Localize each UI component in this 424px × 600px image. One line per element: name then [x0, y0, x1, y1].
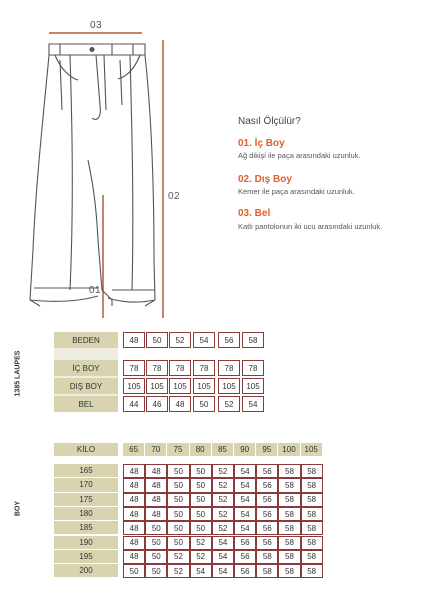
weight-cell: 50: [167, 493, 189, 507]
step-3-title: 03. Bel: [238, 208, 271, 219]
weight-header-cell: 105: [301, 443, 322, 456]
size-table-side-label: 1385 LAUPES: [14, 350, 22, 397]
size-cell: 78: [169, 360, 191, 376]
step-1-title: 01. İç Boy: [238, 138, 285, 149]
step-3-desc: Katlı pantolonun iki ucu arasındaki uzunluk.: [238, 222, 383, 231]
weight-header-label: KİLO: [54, 443, 118, 456]
height-label: 180: [54, 507, 118, 520]
weight-cell: 56: [256, 493, 278, 507]
weight-cell: 48: [145, 493, 167, 507]
weight-header-cell: 75: [167, 443, 188, 456]
weight-cell: 50: [167, 536, 189, 550]
height-label: 175: [54, 493, 118, 506]
weight-cell: 48: [123, 550, 145, 564]
height-label: 185: [54, 521, 118, 534]
weight-cell: 58: [301, 507, 323, 521]
weight-cell: 56: [234, 550, 256, 564]
size-row-label: DIŞ BOY: [54, 378, 118, 394]
weight-cell: 56: [256, 464, 278, 478]
weight-cell: 54: [212, 536, 234, 550]
weight-cell: 48: [123, 521, 145, 535]
size-cell: 48: [123, 332, 145, 348]
weight-cell: 54: [234, 478, 256, 492]
weight-cell: 50: [190, 464, 212, 478]
weight-cell: 58: [256, 550, 278, 564]
height-label: 190: [54, 536, 118, 549]
size-row-label: BEL: [54, 396, 118, 412]
weight-header-cell: 80: [190, 443, 211, 456]
weight-cell: 50: [190, 507, 212, 521]
height-label: 170: [54, 478, 118, 491]
weight-header-cell: 100: [278, 443, 299, 456]
weight-cell: 58: [301, 478, 323, 492]
size-cell: 105: [193, 378, 215, 394]
weight-cell: 58: [278, 507, 300, 521]
weight-header-cell: 90: [234, 443, 255, 456]
weight-cell: 58: [301, 550, 323, 564]
weight-cell: 58: [256, 564, 278, 578]
size-cell: 78: [242, 360, 264, 376]
weight-cell: 48: [123, 464, 145, 478]
weight-cell: 50: [167, 521, 189, 535]
weight-cell: 56: [256, 536, 278, 550]
weight-cell: 48: [145, 507, 167, 521]
size-cell: 56: [218, 332, 240, 348]
weight-cell: 54: [212, 550, 234, 564]
weight-header-cell: 65: [123, 443, 144, 456]
weight-cell: 58: [278, 536, 300, 550]
weight-cell: 52: [212, 493, 234, 507]
inner-length-label: 01: [89, 285, 102, 296]
size-cell: 54: [242, 396, 264, 412]
size-cell: 48: [169, 396, 191, 412]
size-cell: 50: [146, 332, 168, 348]
weight-cell: 50: [145, 536, 167, 550]
step-2-title: 02. Dış Boy: [238, 174, 292, 185]
step-2-desc: Kemer ile paça arasındaki uzunluk.: [238, 187, 355, 196]
weight-cell: 50: [123, 564, 145, 578]
weight-cell: 48: [123, 493, 145, 507]
size-row-label: BEDEN: [54, 332, 118, 348]
weight-cell: 50: [145, 550, 167, 564]
weight-cell: 56: [256, 507, 278, 521]
outer-length-label: 02: [168, 191, 181, 202]
size-cell: 78: [193, 360, 215, 376]
size-cell: 78: [123, 360, 145, 376]
size-cell: 105: [218, 378, 240, 394]
weight-cell: 48: [145, 464, 167, 478]
step-1-desc: Ağ dikişi ile paça arasındaki uzunluk.: [238, 151, 361, 160]
weight-cell: 48: [123, 478, 145, 492]
weight-cell: 58: [278, 478, 300, 492]
weight-cell: 52: [212, 478, 234, 492]
weight-cell: 58: [301, 464, 323, 478]
weight-cell: 52: [190, 550, 212, 564]
weight-cell: 58: [278, 521, 300, 535]
size-cell: 54: [193, 332, 215, 348]
weight-cell: 52: [190, 536, 212, 550]
waist-label: 03: [90, 20, 103, 31]
weight-cell: 58: [278, 493, 300, 507]
weight-cell: 54: [190, 564, 212, 578]
weight-cell: 48: [145, 478, 167, 492]
size-cell: 78: [218, 360, 240, 376]
weight-cell: 58: [301, 564, 323, 578]
weight-cell: 52: [212, 464, 234, 478]
weight-cell: 56: [234, 536, 256, 550]
size-cell: 105: [169, 378, 191, 394]
size-cell: 78: [146, 360, 168, 376]
weight-cell: 56: [256, 521, 278, 535]
weight-cell: 52: [212, 521, 234, 535]
weight-cell: 54: [234, 493, 256, 507]
weight-cell: 52: [167, 564, 189, 578]
weight-cell: 48: [123, 507, 145, 521]
weight-cell: 50: [167, 478, 189, 492]
size-row-label: İÇ BOY: [54, 360, 118, 376]
weight-header-cell: 95: [256, 443, 277, 456]
weight-cell: 50: [190, 493, 212, 507]
weight-cell: 58: [301, 493, 323, 507]
weight-cell: 50: [145, 521, 167, 535]
weight-cell: 54: [212, 564, 234, 578]
height-label: 165: [54, 464, 118, 477]
trousers-diagram: [0, 0, 230, 330]
weight-cell: 50: [167, 507, 189, 521]
weight-cell: 52: [212, 507, 234, 521]
weight-cell: 50: [190, 521, 212, 535]
weight-cell: 58: [278, 564, 300, 578]
weight-cell: 50: [190, 478, 212, 492]
height-label: 200: [54, 564, 118, 577]
size-cell: 58: [242, 332, 264, 348]
size-cell: 105: [123, 378, 145, 394]
weight-cell: 58: [278, 550, 300, 564]
size-cell: 52: [218, 396, 240, 412]
weight-table-side-label: BOY: [14, 500, 22, 517]
height-label: 195: [54, 550, 118, 563]
size-cell: 46: [146, 396, 168, 412]
weight-cell: 58: [278, 464, 300, 478]
weight-cell: 58: [301, 536, 323, 550]
weight-cell: 54: [234, 521, 256, 535]
size-cell: 105: [242, 378, 264, 394]
size-cell: 105: [146, 378, 168, 394]
weight-cell: 50: [167, 464, 189, 478]
weight-header-cell: 85: [212, 443, 233, 456]
weight-cell: 54: [234, 464, 256, 478]
weight-cell: 56: [256, 478, 278, 492]
weight-cell: 54: [234, 507, 256, 521]
weight-header-cell: 70: [145, 443, 166, 456]
weight-cell: 56: [234, 564, 256, 578]
size-cell: 44: [123, 396, 145, 412]
weight-cell: 52: [167, 550, 189, 564]
size-cell: 50: [193, 396, 215, 412]
weight-cell: 50: [145, 564, 167, 578]
size-cell: 52: [169, 332, 191, 348]
weight-cell: 48: [123, 536, 145, 550]
guide-title: Nasıl Ölçülür?: [238, 116, 301, 127]
weight-cell: 58: [301, 521, 323, 535]
